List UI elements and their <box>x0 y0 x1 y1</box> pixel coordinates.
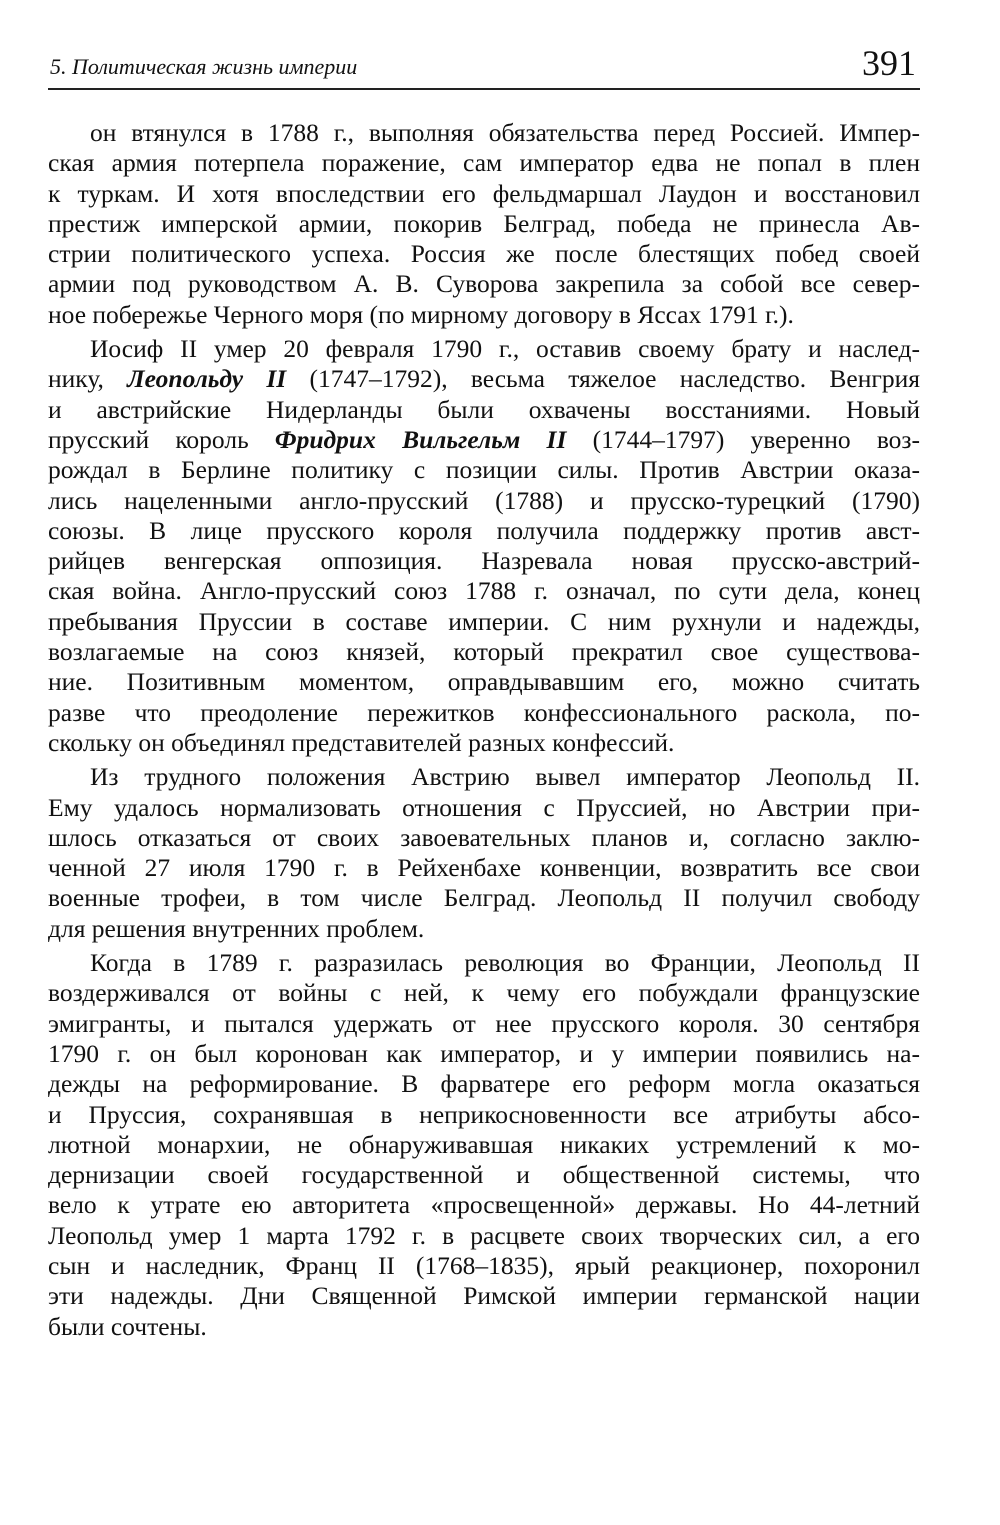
running-head <box>48 36 920 90</box>
text-segment: Ему удалось нормализовать отношения с Пруссией, но Австрии при- <box>48 792 920 822</box>
text-segment: ние. Позитивным моментом, оправдывавшим его, можно считать <box>48 667 920 697</box>
text-segment: лютной монархии, не обнаруживавшая никаких устремлений к мо- <box>48 1129 920 1159</box>
text-line <box>48 793 920 823</box>
text-line <box>48 546 920 576</box>
text-line <box>48 978 920 1008</box>
text-segment: он втянулся в 1788 г., выполняя обязательства перед Россией. Импер- <box>90 118 920 147</box>
text-line <box>48 948 920 978</box>
text-line <box>48 667 920 697</box>
text-line <box>48 179 920 209</box>
text-line <box>48 1221 920 1251</box>
text-line <box>48 516 920 546</box>
text-line <box>48 1039 920 1069</box>
text-line <box>48 395 920 425</box>
text-segment: были сочтены. <box>48 1311 207 1341</box>
text-segment: престиж имперской армии, покорив Белград, победа не принесла Ав- <box>48 208 920 238</box>
text-line <box>48 914 920 944</box>
text-segment: ская война. Англо-прусский союз 1788 г. означал, по сути дела, конец <box>48 576 920 606</box>
text-line <box>48 1069 920 1099</box>
text-line <box>48 455 920 485</box>
text-segment: к туркам. И хотя впоследствии его фельдмаршал Лаудон и восстановил <box>48 178 920 208</box>
text-segment: стрии политического успеха. Россия же после блестящих побед своей <box>48 239 920 269</box>
text-line <box>48 1281 920 1311</box>
text-segment: Иосиф II умер 20 февраля 1790 г., оставив своему брату и наслед- <box>90 334 920 364</box>
text-segment: эти надежды. Дни Священной Римской империи германской нации <box>48 1281 920 1311</box>
text-segment: эмигранты, и пытался удержать от нее прусского короля. 30 сентября <box>48 1008 920 1038</box>
text-line <box>48 1100 920 1130</box>
text-line <box>48 1009 920 1039</box>
text-line <box>48 853 920 883</box>
text-line <box>48 269 920 299</box>
emphasized-name: Фридрих Вильгельм II <box>274 424 567 454</box>
text-line <box>48 576 920 606</box>
text-segment: Когда в 1789 г. разразилась революция во Франции, Леопольд II <box>90 948 920 978</box>
paragraph <box>48 762 920 944</box>
text-segment: (1747–1792), весьма тяжелое наследство. Венгрия <box>286 364 920 394</box>
text-segment: ская армия потерпела поражение, сам император едва не попал в плен <box>48 148 920 178</box>
text-line <box>48 883 920 913</box>
text-segment: рийцев венгерская оппозиция. Назревала новая прусско-австрий- <box>48 546 920 576</box>
text-segment: воздерживался от войны с ней, к чему его побуждали французские <box>48 978 920 1008</box>
text-segment: и австрийские Нидерланды были охвачены восстаниями. Новый <box>48 394 920 424</box>
text-segment: разве что преодоление пережитков конфессионального раскола, по- <box>48 697 920 727</box>
text-segment: и Пруссия, сохранявшая в неприкосновенности все атрибуты абсо- <box>48 1099 920 1129</box>
body-text <box>48 118 920 1342</box>
text-segment: ное побережье Черного моря (по мирному договору в Яссах 1791 г.). <box>48 299 794 329</box>
text-segment: (1744–1797) уверенно воз- <box>566 424 920 454</box>
text-line <box>48 728 920 758</box>
text-line <box>48 762 920 792</box>
text-line <box>48 425 920 455</box>
text-segment: для решения внутренних проблем. <box>48 913 425 943</box>
text-line <box>48 1190 920 1220</box>
text-segment: возлагаемые на союз князей, который прекратил свое существова- <box>48 637 920 667</box>
emphasized-name: Леопольду II <box>127 364 287 394</box>
paragraph <box>48 948 920 1342</box>
text-segment: 1790 г. он был коронован как император, и у империи появились на- <box>48 1038 920 1068</box>
text-segment: армии под руководством А. В. Суворова закрепила за собой все север- <box>48 269 920 299</box>
text-segment: лись нацеленными англо-прусский (1788) и прусско-турецкий (1790) <box>48 485 920 515</box>
text-line <box>48 334 920 364</box>
text-line <box>48 364 920 394</box>
text-line <box>48 698 920 728</box>
section-title: 5. Политическая жизнь империи <box>50 54 358 79</box>
text-segment: нику, <box>48 364 128 394</box>
paragraph <box>48 334 920 758</box>
page-number: 391 <box>862 43 916 83</box>
text-line <box>48 239 920 269</box>
text-line <box>48 1312 920 1342</box>
text-line <box>48 118 920 148</box>
text-line <box>48 1160 920 1190</box>
text-line <box>48 1130 920 1160</box>
text-line <box>48 1251 920 1281</box>
text-segment: ченной 27 июля 1790 г. в Рейхенбахе конвенции, возвратить все свои <box>48 853 920 883</box>
text-line <box>48 607 920 637</box>
text-segment: скольку он объединял представителей разных конфессий. <box>48 727 675 757</box>
text-line <box>48 300 920 330</box>
text-line <box>48 823 920 853</box>
text-line <box>48 148 920 178</box>
text-segment: сын и наследник, Франц II (1768–1835), ярый реакционер, похоронил <box>48 1250 920 1280</box>
text-segment: рождал в Берлине политику с позиции силы. Против Австрии оказа- <box>48 455 920 485</box>
text-line <box>48 637 920 667</box>
text-segment: дежды на реформирование. В фарватере его реформ могла оказаться <box>48 1069 920 1099</box>
text-segment: шлось отказаться от своих завоевательных планов и, согласно заклю- <box>48 822 920 852</box>
text-line <box>48 209 920 239</box>
text-segment: пребывания Пруссии в составе империи. С ним рухнули и надежды, <box>48 606 920 636</box>
text-segment: союзы. В лице прусского короля получила поддержку против авст- <box>48 515 920 545</box>
text-segment: дернизации своей государственной и общественной системы, что <box>48 1160 920 1190</box>
text-segment: вело к утрате ею авторитета «просвещенной» державы. Но 44-летний <box>48 1190 920 1220</box>
text-line <box>48 486 920 516</box>
text-segment: Леопольд умер 1 марта 1792 г. в расцвете своих творческих сил, а его <box>48 1220 920 1250</box>
text-segment: прусский король <box>48 424 275 454</box>
paragraph <box>48 118 920 330</box>
text-segment: Из трудного положения Австрию вывел император Леопольд II. <box>90 762 920 792</box>
text-segment: военные трофеи, в том числе Белград. Леопольд II получил свободу <box>48 883 920 913</box>
